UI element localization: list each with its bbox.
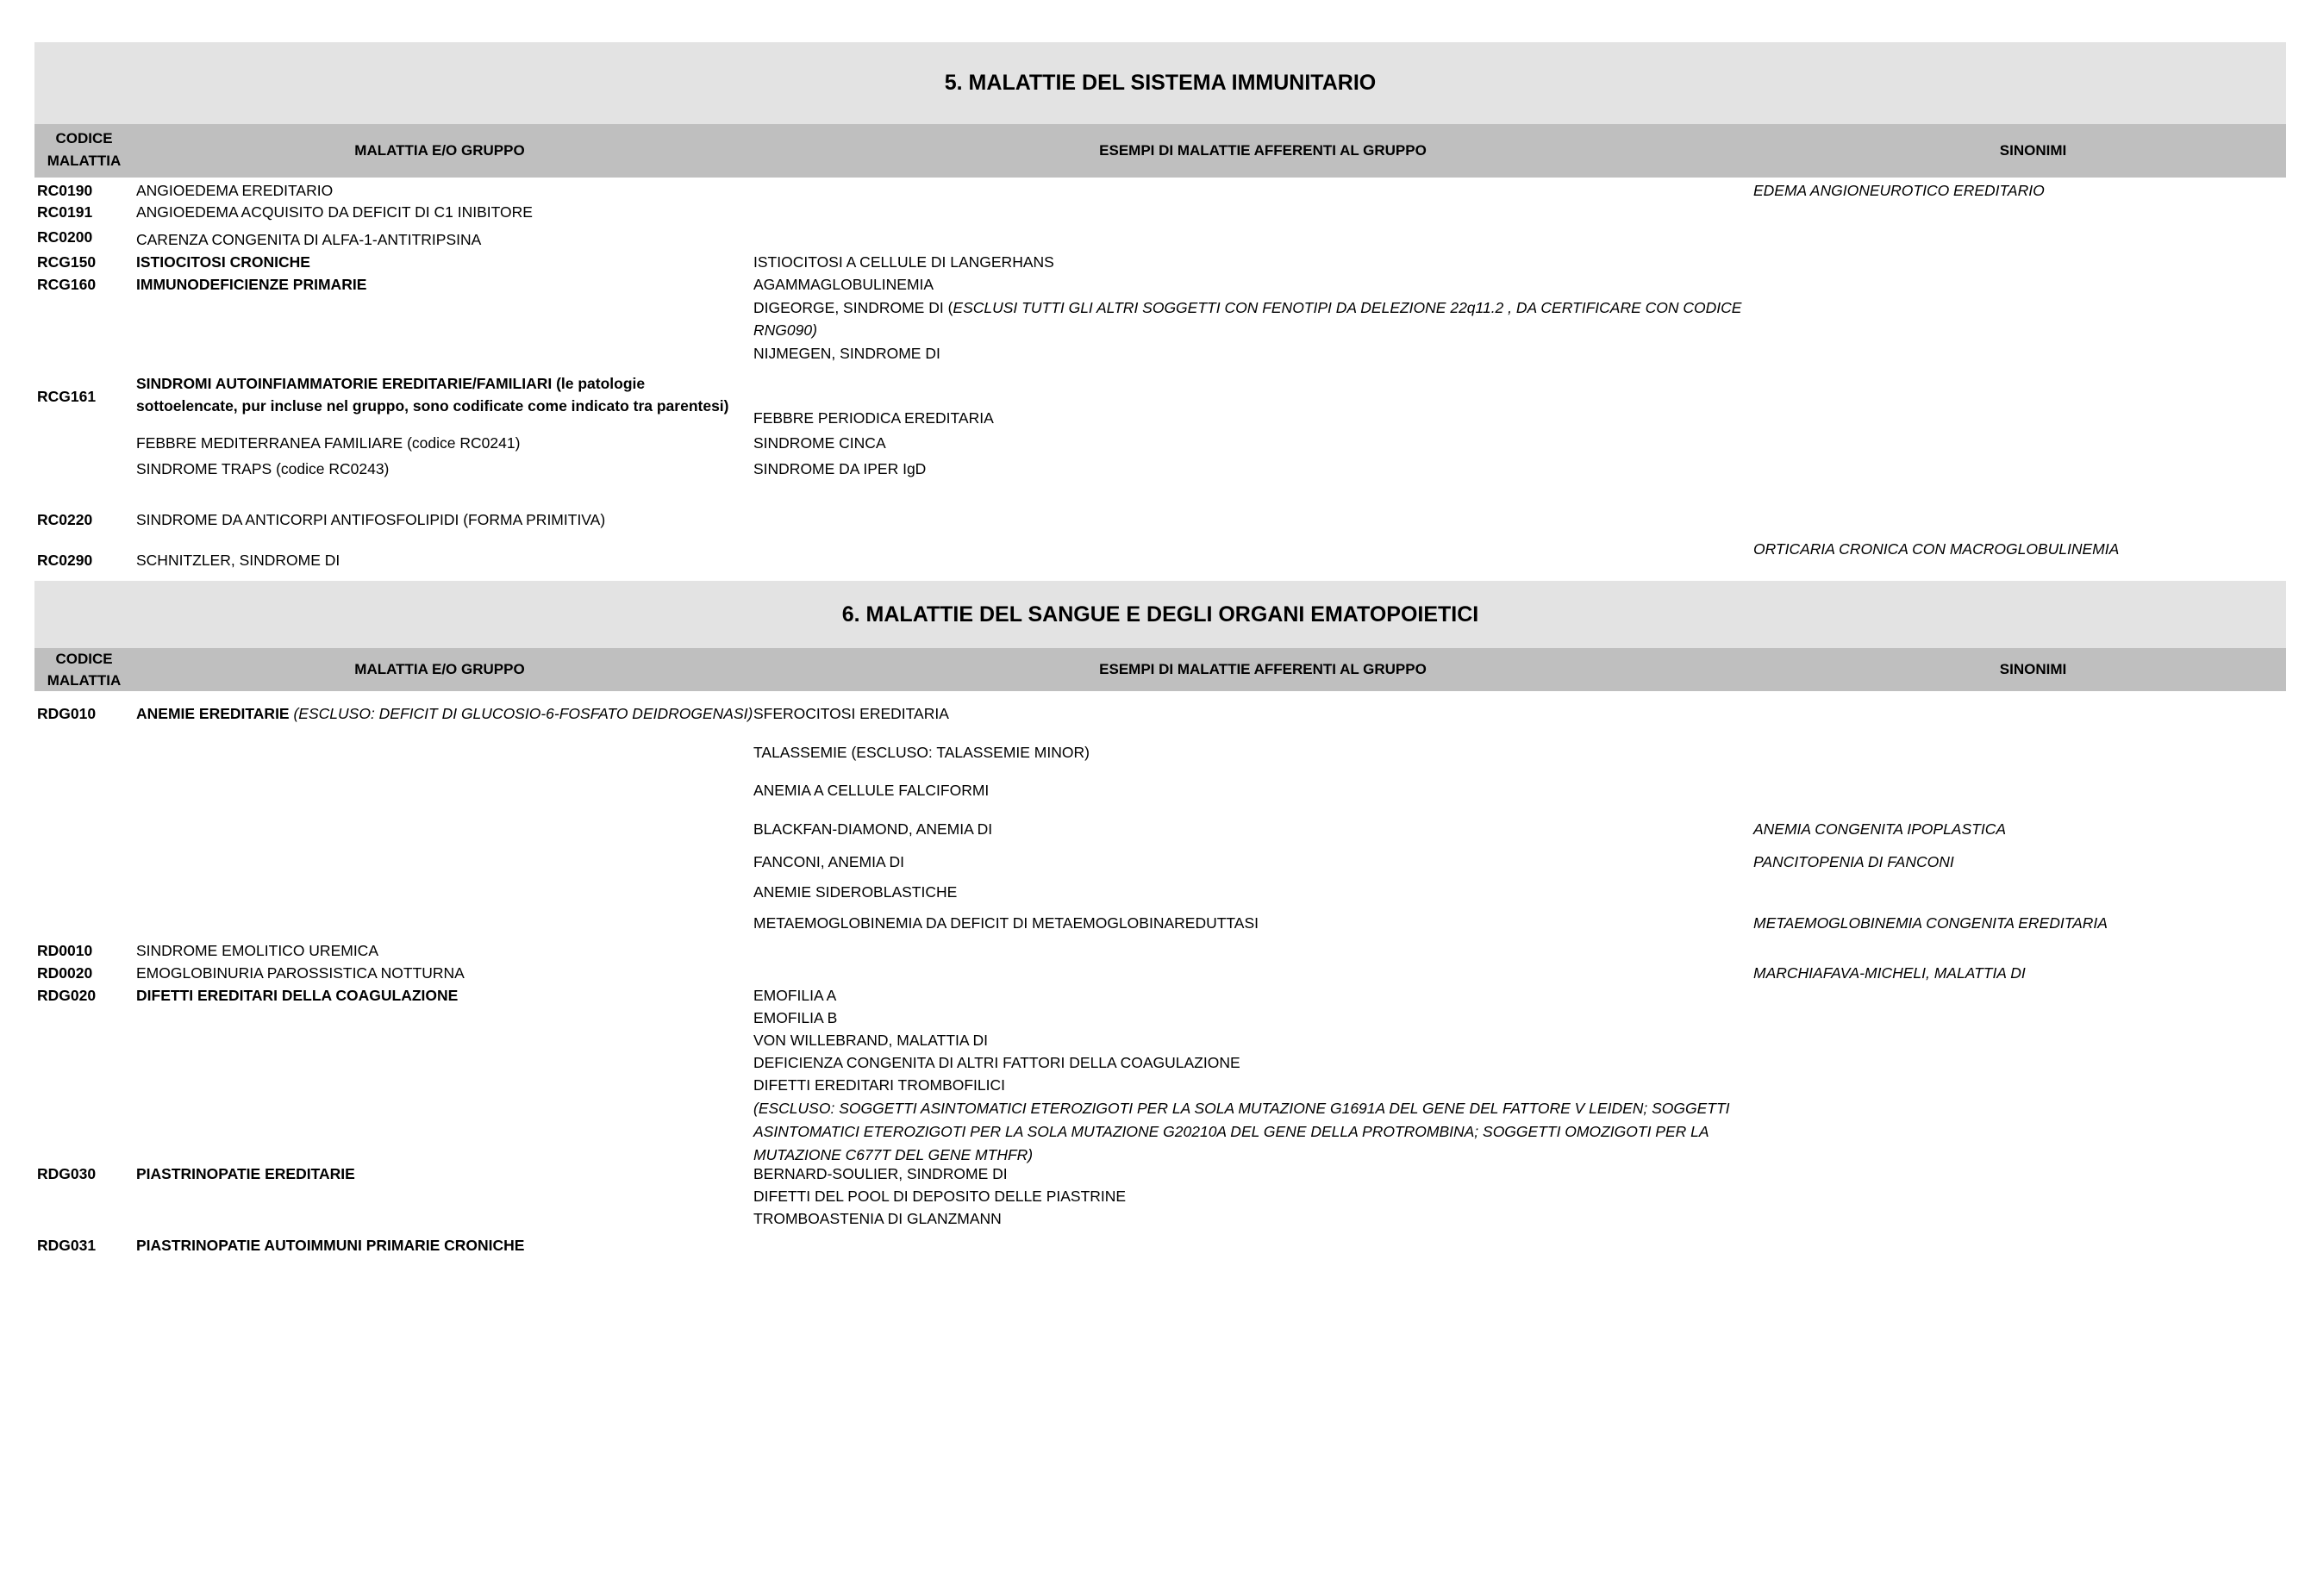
row-disease: EMOGLOBINURIA PAROSSISTICA NOTTURNA xyxy=(136,964,465,982)
section-title-band xyxy=(34,42,2286,124)
row-code: RDG031 xyxy=(37,1237,97,1254)
row-example: BLACKFAN-DIAMOND, ANEMIA DI xyxy=(753,820,993,838)
row-code: RDG030 xyxy=(37,1165,97,1182)
row-example: DIFETTI EREDITARI TROMBOFILICI xyxy=(753,1076,1006,1094)
section-title-band xyxy=(34,581,2286,648)
row-example: FANCONI, ANEMIA DI xyxy=(753,853,905,870)
row-example: MUTAZIONE C677T DEL GENE MTHFR) xyxy=(753,1146,1034,1163)
row-example: ISTIOCITOSI A CELLULE DI LANGERHANS xyxy=(753,253,1054,271)
row-example: AGAMMAGLOBULINEMIA xyxy=(753,276,934,293)
row-subitem: SINDROME TRAPS (codice RC0243) xyxy=(136,460,390,477)
row-example: DIFETTI DEL POOL DI DEPOSITO DELLE PIASTRINE xyxy=(753,1188,1127,1205)
header-synonyms: SINONIMI xyxy=(1999,661,2067,677)
row-disease: SINDROME EMOLITICO UREMICA xyxy=(136,942,378,959)
header-examples: ESEMPI DI MALATTIE AFFERENTI AL GRUPPO xyxy=(1099,661,1427,677)
row-disease: ANGIOEDEMA EREDITARIO xyxy=(136,182,334,199)
column-header-row xyxy=(34,124,2286,178)
row-example: SINDROME DA IPER IgD xyxy=(753,460,927,477)
row-synonym: MARCHIAFAVA-MICHELI, MALATTIA DI xyxy=(1753,964,2026,982)
row-example: TALASSEMIE (ESCLUSO: TALASSEMIE MINOR) xyxy=(753,744,1090,761)
row-example: DIGEORGE, SINDROME DI (ESCLUSI TUTTI GLI ALTRI SOGGETTI CON FENOTIPI DA DELEZIONE 22q11.2 , DA CERTIFICARE CON CODICE xyxy=(753,299,1742,316)
row-synonym: PANCITOPENIA DI FANCONI xyxy=(1753,853,1954,870)
row-disease: DIFETTI EREDITARI DELLA COAGULAZIONE xyxy=(136,987,459,1004)
row-example: ANEMIA A CELLULE FALCIFORMI xyxy=(753,782,990,799)
row-synonym: EDEMA ANGIONEUROTICO EREDITARIO xyxy=(1753,182,2045,199)
row-code: RDG020 xyxy=(37,987,97,1004)
row-synonym: ANEMIA CONGENITA IPOPLASTICA xyxy=(1753,820,2007,838)
row-disease: PIASTRINOPATIE AUTOIMMUNI PRIMARIE CRONICHE xyxy=(136,1237,525,1254)
row-code: RC0191 xyxy=(37,203,93,221)
row-example: ASINTOMATICI ETEROZIGOTI PER LA SOLA MUTAZIONE G20210A DEL GENE DELLA PROTROMBINA; SOGGETTI OMOZIGOTI PER LA xyxy=(753,1123,1709,1140)
row-example: SFEROCITOSI EREDITARIA xyxy=(753,705,949,722)
row-code: RD0010 xyxy=(37,942,93,959)
row-example: SINDROME CINCA xyxy=(753,434,886,452)
row-code: RCG160 xyxy=(37,276,97,293)
section-title: 5. MALATTIE DEL SISTEMA IMMUNITARIO xyxy=(944,71,1377,95)
row-example: EMOFILIA A xyxy=(753,987,837,1004)
section-title: 6. MALATTIE DEL SANGUE E DEGLI ORGANI EMATOPOIETICI xyxy=(841,602,1479,627)
row-example: TROMBOASTENIA DI GLANZMANN xyxy=(753,1210,1002,1227)
header-group: MALATTIA E/O GRUPPO xyxy=(354,142,525,159)
row-example: NIJMEGEN, SINDROME DI xyxy=(753,345,940,362)
row-example: (ESCLUSO: SOGGETTI ASINTOMATICI ETEROZIGOTI PER LA SOLA MUTAZIONE G1691A DEL GENE DEL FATTORE V LEIDEN; SOGGETTI xyxy=(753,1100,1730,1117)
row-code: RD0020 xyxy=(37,964,93,982)
row-code: RC0200 xyxy=(37,228,93,246)
header-synonyms: SINONIMI xyxy=(1999,142,2067,159)
row-disease: ANEMIE EREDITARIE (ESCLUSO: DEFICIT DI GLUCOSIO-6-FOSFATO DEIDROGENASI) xyxy=(136,705,753,722)
row-synonym: METAEMOGLOBINEMIA CONGENITA EREDITARIA xyxy=(1753,914,2108,932)
row-example: ANEMIE SIDEROBLASTICHE xyxy=(753,883,958,901)
row-code: RC0290 xyxy=(37,552,93,569)
row-disease: sottoelencate, pur incluse nel gruppo, sono codificate come indicato tra parentesi) xyxy=(136,397,729,415)
row-disease: IMMUNODEFICIENZE PRIMARIE xyxy=(136,276,367,293)
row-code: RC0220 xyxy=(37,511,93,528)
row-code: RCG150 xyxy=(37,253,97,271)
row-example: DEFICIENZA CONGENITA DI ALTRI FATTORI DELLA COAGULAZIONE xyxy=(753,1054,1240,1071)
row-example: RNG090) xyxy=(753,321,817,339)
header-examples: ESEMPI DI MALATTIE AFFERENTI AL GRUPPO xyxy=(1099,142,1427,159)
row-disease: ANGIOEDEMA ACQUISITO DA DEFICIT DI C1 INIBITORE xyxy=(136,203,533,221)
header-group: MALATTIA E/O GRUPPO xyxy=(354,661,525,677)
header-code: CODICE MALATTIA xyxy=(47,651,122,689)
row-disease: PIASTRINOPATIE EREDITARIE xyxy=(136,1165,355,1182)
header-code: CODICE MALATTIA xyxy=(47,130,122,169)
row-example: FEBBRE PERIODICA EREDITARIA xyxy=(753,409,994,427)
row-code: RC0190 xyxy=(37,182,93,199)
row-synonym: ORTICARIA CRONICA CON MACROGLOBULINEMIA xyxy=(1753,540,2120,558)
row-example: EMOFILIA B xyxy=(753,1009,838,1026)
row-disease: CARENZA CONGENITA DI ALFA-1-ANTITRIPSINA xyxy=(136,231,482,248)
row-disease: SINDROMI AUTOINFIAMMATORIE EREDITARIE/FAMILIARI (le patologie xyxy=(136,375,646,392)
row-example: VON WILLEBRAND, MALATTIA DI xyxy=(753,1032,988,1049)
column-header-row xyxy=(34,648,2286,691)
row-code: RCG161 xyxy=(37,388,97,405)
row-disease: ISTIOCITOSI CRONICHE xyxy=(136,253,310,271)
row-code: RDG010 xyxy=(37,705,97,722)
row-example: METAEMOGLOBINEMIA DA DEFICIT DI METAEMOGLOBINAREDUTTASI xyxy=(753,914,1259,932)
row-example: BERNARD-SOULIER, SINDROME DI xyxy=(753,1165,1008,1182)
row-disease: SCHNITZLER, SINDROME DI xyxy=(136,552,340,569)
row-subitem: FEBBRE MEDITERRANEA FAMILIARE (codice RC0241) xyxy=(136,434,521,452)
row-disease: SINDROME DA ANTICORPI ANTIFOSFOLIPIDI (FORMA PRIMITIVA) xyxy=(136,511,606,528)
